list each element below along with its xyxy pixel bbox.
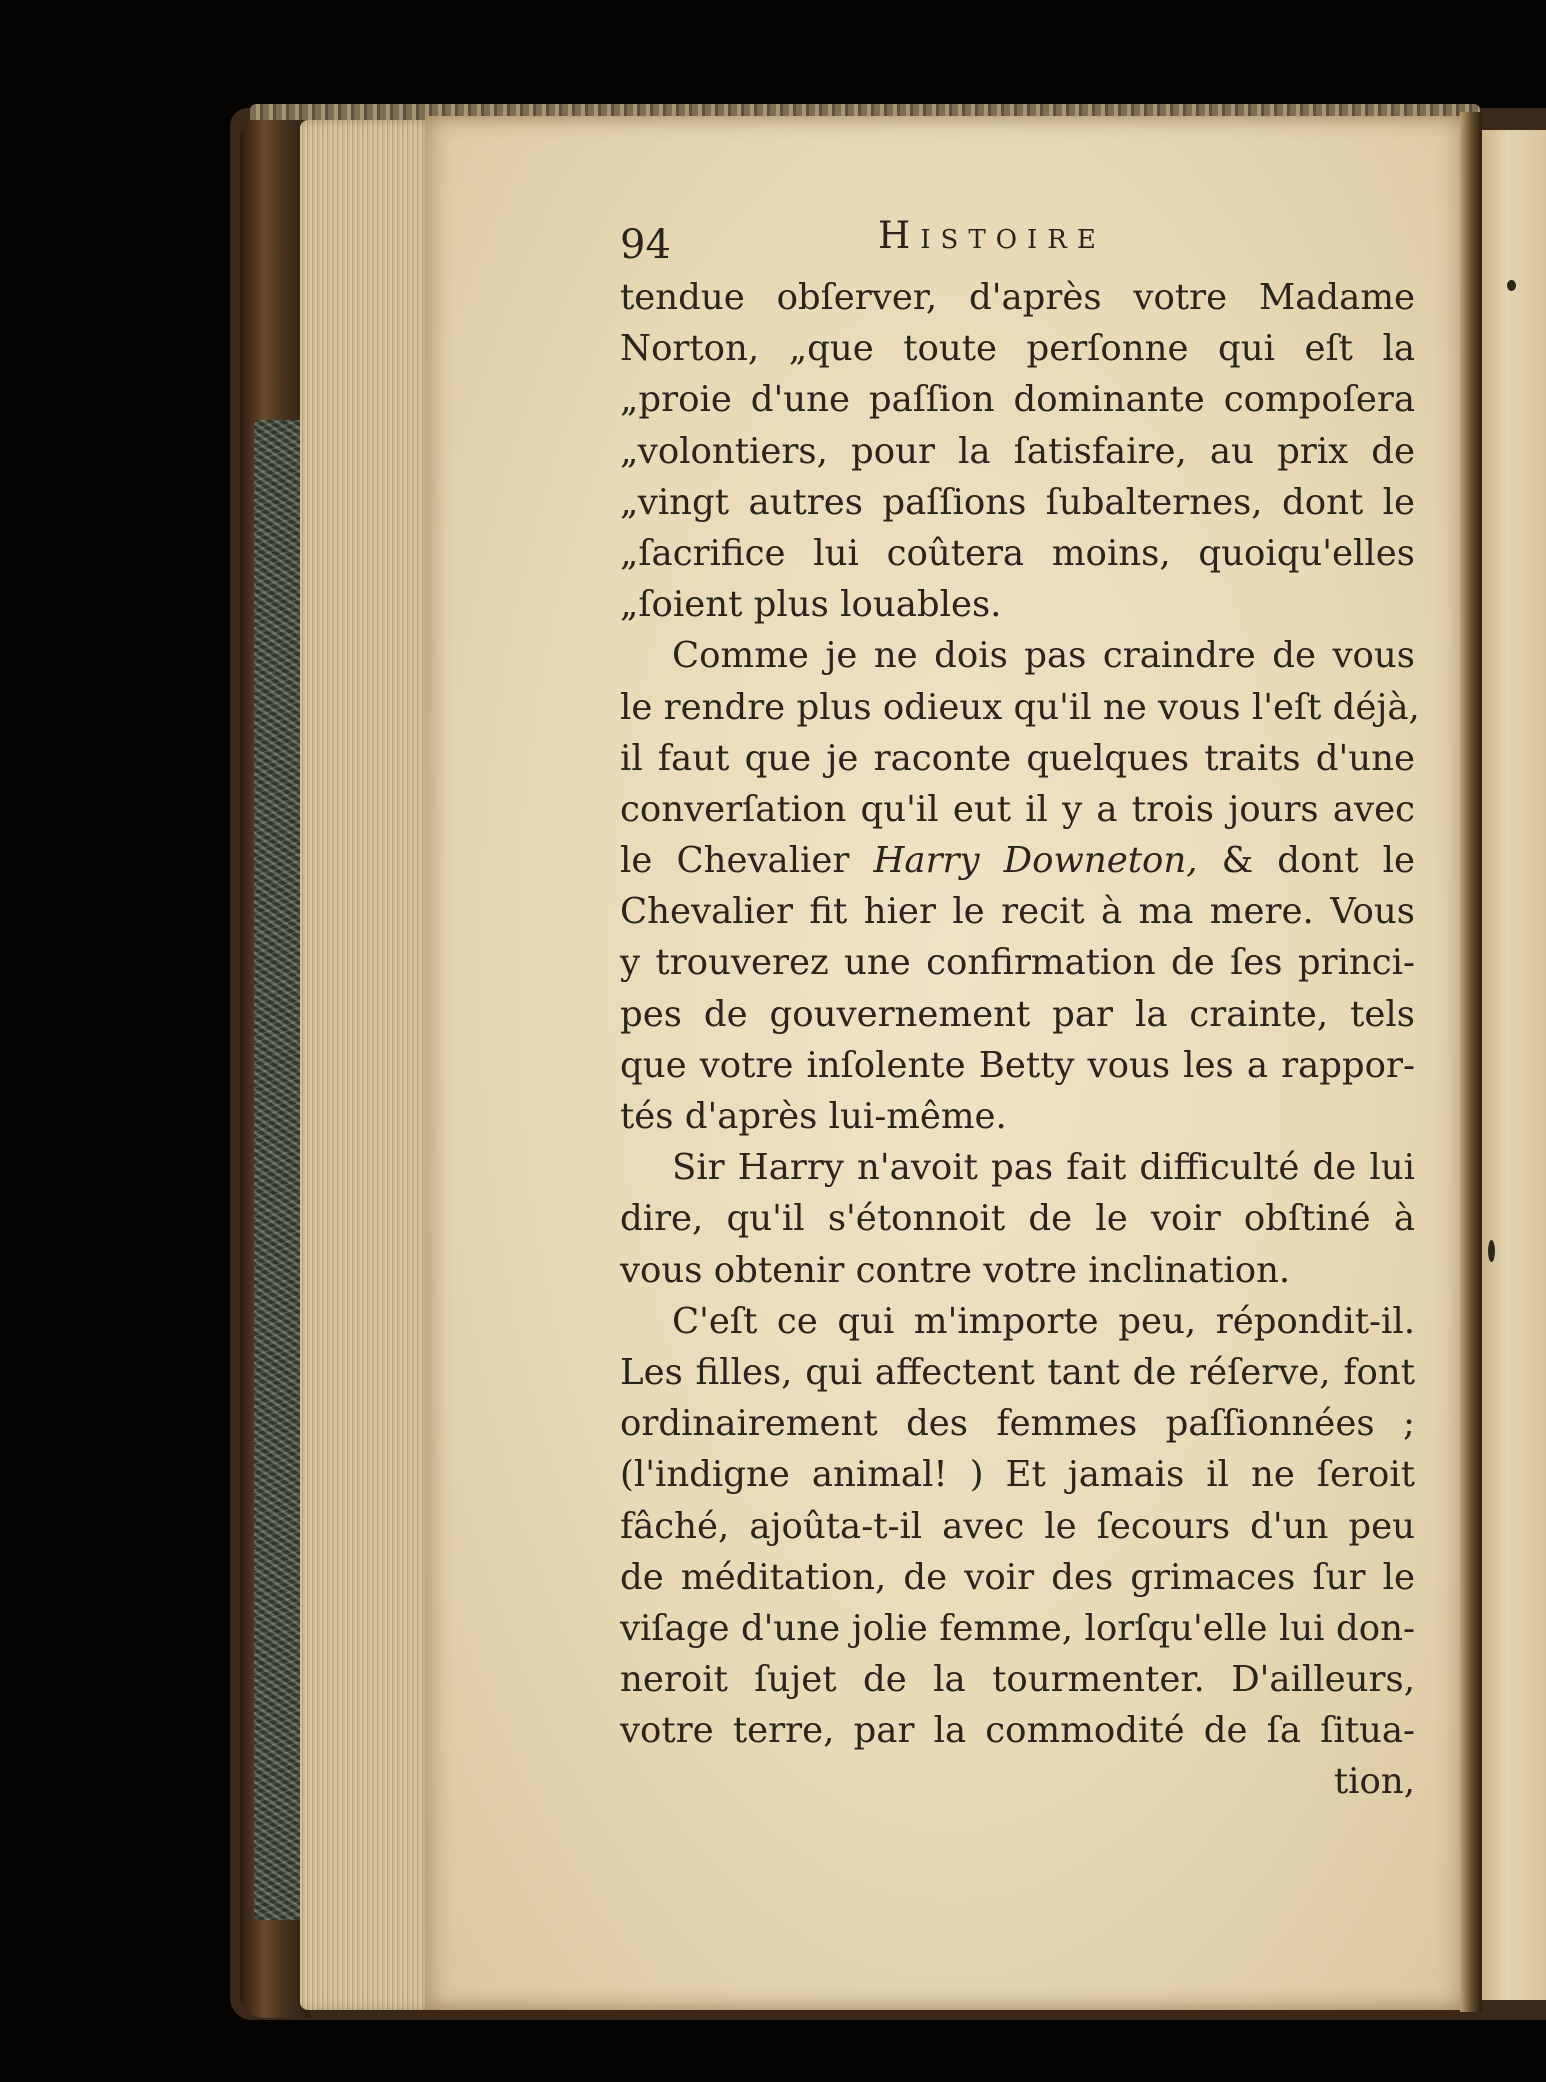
- text-line: [620, 835, 1415, 886]
- italic-name: Harry Downeton,: [873, 840, 1198, 882]
- text-line: converſation qu'il eut il y a trois jours avec: [620, 788, 1415, 830]
- text-line: C'eſt ce qui m'importe peu, répondit-il.: [672, 1300, 1415, 1342]
- text-line-segment: le Chevalier: [620, 840, 850, 882]
- text-line: „ſoient plus louables.: [620, 584, 1002, 626]
- text-line: Chevalier fit hier le recit à ma mere. Vous: [620, 891, 1415, 933]
- text-line: „ſacrifice lui coûtera moins, quoiqu'elles: [620, 532, 1415, 574]
- text-line: „volontiers, pour la ſatisfaire, au prix de: [620, 430, 1415, 472]
- text-line: le rendre plus odieux qu'il ne vous l'eſt déjà,: [620, 686, 1420, 728]
- running-title: Histoire: [878, 214, 1106, 257]
- text-line: que votre inſolente Betty vous les a rappor-: [620, 1044, 1415, 1086]
- text-line: dire, qu'il s'étonnoit de le voir obſtiné à: [620, 1198, 1415, 1240]
- ink-speck: [1488, 1240, 1495, 1262]
- text-line: vous obtenir contre votre inclination.: [620, 1249, 1291, 1291]
- text-line: viſage d'une jolie femme, lorſqu'elle lui don-: [620, 1607, 1415, 1649]
- page-number: 94: [620, 222, 671, 268]
- text-line: Sir Harry n'avoit pas fait difficulté de lui: [672, 1147, 1415, 1189]
- text-line-segment: & dont le: [1221, 840, 1415, 882]
- text-line: de méditation, de voir des grimaces ſur le: [620, 1556, 1415, 1598]
- text-line: tendue obſerver, d'après votre Madame: [620, 277, 1415, 318]
- text-line: il faut que je raconte quelques traits d'une: [620, 737, 1415, 779]
- text-line: „vingt autres paſſions ſubalternes, dont le: [620, 481, 1415, 523]
- text-line: pes de gouvernement par la crainte, tels: [620, 993, 1415, 1035]
- catchword: tion,: [1333, 1761, 1415, 1803]
- facing-page-edge: [1482, 130, 1546, 2000]
- text-line: ordinairement des femmes paſſionnées ;: [620, 1403, 1415, 1445]
- text-line: „proie d'une paſſion dominante compoſera: [620, 379, 1415, 421]
- page-block-fore-edge: [300, 120, 435, 2010]
- text-line: Comme je ne dois pas craindre de vous: [672, 635, 1415, 677]
- text-line: Norton, „que toute perſonne qui eſt la: [620, 328, 1415, 370]
- text-line: neroit ſujet de la tourmenter. D'ailleurs,: [620, 1659, 1415, 1701]
- marbled-endpaper: [254, 420, 304, 1920]
- ink-speck: [1507, 280, 1516, 291]
- text-line: tés d'après lui-même.: [620, 1096, 1007, 1137]
- text-line: votre terre, par la commodité de ſa ſitua-: [620, 1710, 1415, 1752]
- text-line: (l'indigne animal! ) Et jamais il ne ſeroit: [620, 1454, 1415, 1496]
- running-head: [620, 210, 1415, 268]
- text-line: fâché, ajoûta-t-il avec le ſecours d'un peu: [620, 1505, 1415, 1547]
- page-text: [620, 210, 1420, 1808]
- text-line: y trouverez une confirmation de ſes princi-: [620, 942, 1415, 984]
- text-line: Les filles, qui affectent tant de réſerve, font: [620, 1351, 1415, 1393]
- book-gutter: [1460, 112, 1482, 2012]
